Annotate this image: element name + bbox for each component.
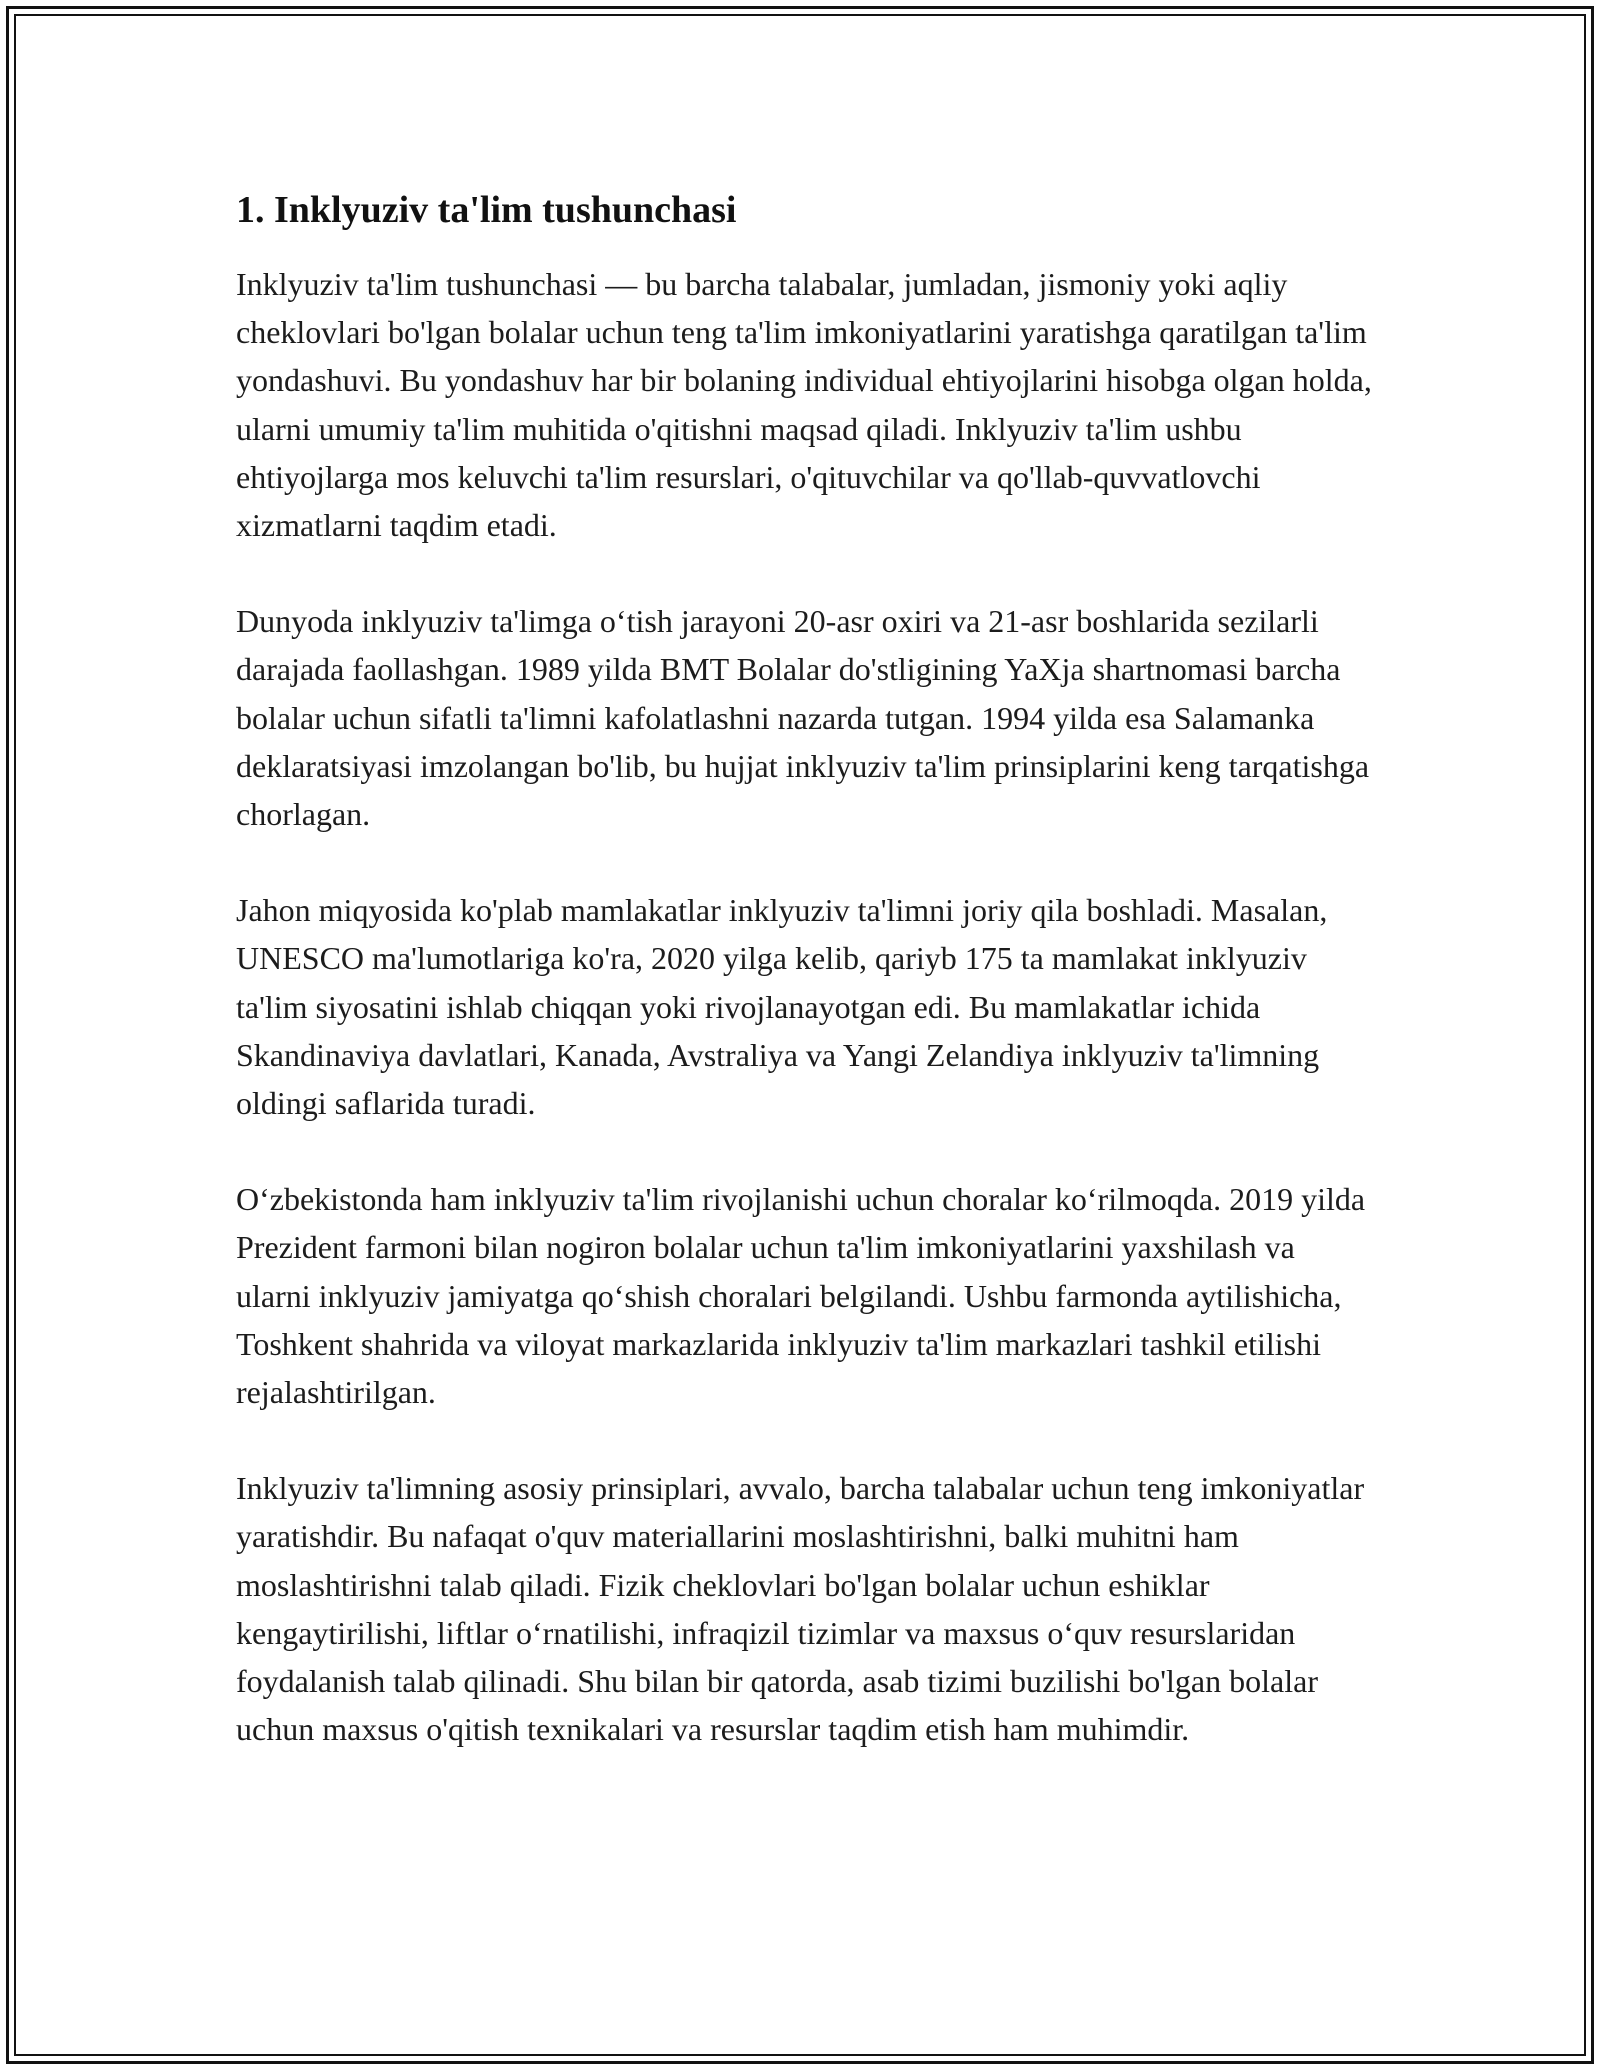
paragraph-principles: Inklyuziv ta'limning asosiy prinsiplari, avvalo, barcha talabalar uchun teng imkoniyatlar yaratishdir. Bu nafaqat o'quv materiallarini moslashtirishni, balki muhitni ham moslashtirishni talab qiladi. Fizik cheklovlari bo'lgan bolalar uchun eshiklar kengaytirilishi, liftlar o‘rnatilishi, infraqizil tizimlar va maxsus o‘quv resurslaridan foydalanish talab qilinadi. Shu bilan bir qatorda, asab tizimi buzilishi bo'lgan bolalar uchun maxsus o'qitish texnikalari va resurslar taqdim etish ham muhimdir. [236, 1470, 1365, 1748]
paragraph-history: Dunyoda inklyuziv ta'limga o‘tish jarayoni 20-asr oxiri va 21-asr boshlarida sezilarli darajada faollashgan. 1989 yilda BMT Bolalar do'stligining YaXja shartnomasi barcha bolalar uchun sifatli ta'limni kafolatlashni nazarda tutgan. 1994 yilda esa Salamanka deklaratsiyasi imzolangan bo'lib, bu hujjat inklyuziv ta'lim prinsiplarini keng tarqatishga chorlagan. [236, 603, 1370, 833]
paragraph-uzbekistan: O‘zbekistonda ham inklyuziv ta'lim rivojlanishi uchun choralar ko‘rilmoqda. 2019 yilda Prezident farmoni bilan nogiron bolalar uchun ta'lim imkoniyatlarini yaxshilash va ularni inklyuziv jamiyatga qo‘shish choralari belgilandi. Ushbu farmonda aytilishicha, Toshkent shahrida va viloyat markazlarida inklyuziv ta'lim markazlari tashkil etilishi rejalashtirilgan. [236, 1181, 1366, 1411]
paragraph-world-adoption: Jahon miqyosida ko'plab mamlakatlar inklyuziv ta'limni joriy qila boshladi. Masalan, UNESCO ma'lumotlariga ko'ra, 2020 yilga kelib, qariyb 175 ta mamlakat inklyuziv ta'lim siyosatini ishlab chiqqan yoki rivojlanayotgan edi. Bu mamlakatlar ichida Skandinaviya davlatlari, Kanada, Avstraliya va Yangi Zelandiya inklyuziv ta'limning oldingi saflarida turadi. [236, 892, 1328, 1122]
paragraph-definition: Inklyuziv ta'lim tushunchasi — bu barcha talabalar, jumladan, jismoniy yoki aqliy cheklovlari bo'lgan bolalar uchun teng ta'lim imkoniyatlarini yaratishga qaratilgan ta'lim yondashuvi. Bu yondashuv har bir bolaning individual ehtiyojlarini hisobga olgan holda, ularni umumiy ta'lim muhitida o'qitishni maqsad qiladi. Inklyuziv ta'lim ushbu ehtiyojlarga mos keluvchi ta'lim resurslari, o'qituvchilar va qo'llab-quvvatlovchi xizmatlarni taqdim etadi. [236, 266, 1372, 544]
section-heading: 1. Inklyuziv ta'lim tushunchasi [236, 189, 737, 231]
document-body [236, 186, 1376, 1801]
